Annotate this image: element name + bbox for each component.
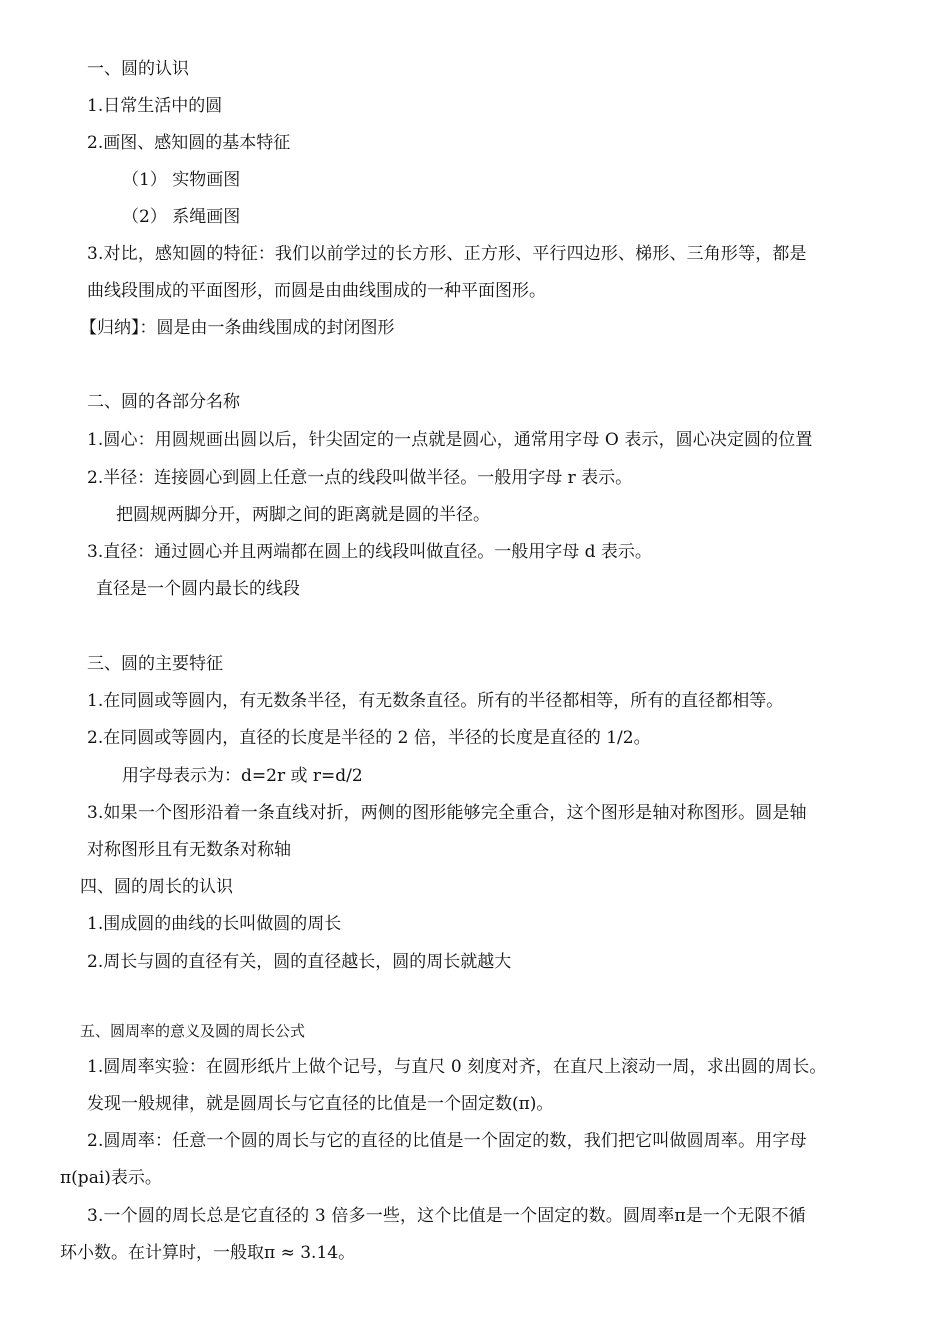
section-heading: 三、圆的主要特征 <box>87 654 223 674</box>
section-heading: 四、圆的周长的认识 <box>80 877 233 897</box>
list-item: 2.圆周率：任意一个圆的周长与它的直径的比值是一个固定的数，我们把它叫做圆周率。用字母 <box>87 1131 807 1151</box>
sub-item: （1） 实物画图 <box>122 170 241 190</box>
list-item: 1.圆周率实验：在圆形纸片上做个记号，与直尺 0 刻度对齐，在直尺上滚动一周，求出圆的周长。 <box>87 1057 827 1077</box>
list-item: 3.直径：通过圆心并且两端都在圆上的线段叫做直径。一般用字母 d 表示。 <box>87 542 652 562</box>
list-item: 2.在同圆或等圆内，直径的长度是半径的 2 倍，半径的长度是直径的 1/2。 <box>87 728 651 748</box>
list-item-continuation: 曲线段围成的平面图形，而圆是由曲线围成的一种平面图形。 <box>87 281 546 301</box>
list-item: 3.对比，感知圆的特征：我们以前学过的长方形、正方形、平行四边形、梯形、三角形等，都是 <box>87 244 807 264</box>
sub-item: （2） 系绳画图 <box>122 207 241 227</box>
list-item: 2.半径：连接圆心到圆上任意一点的线段叫做半径。一般用字母 r 表示。 <box>87 468 633 488</box>
list-item: 1.日常生活中的圆 <box>87 96 223 116</box>
list-item: 2.周长与圆的直径有关，圆的直径越长，圆的周长就越大 <box>87 952 512 972</box>
section-heading: 五、圆周率的意义及圆的周长公式 <box>80 1022 306 1040</box>
formula-note: 用字母表示为：d=2r 或 r=d/2 <box>122 766 363 786</box>
section-heading: 一、圆的认识 <box>87 59 189 79</box>
item-note: 把圆规两脚分开，两脚之间的距离就是圆的半径。 <box>116 505 490 525</box>
list-item: 1.围成圆的曲线的长叫做圆的周长 <box>87 914 342 934</box>
list-item: 2.画图、感知圆的基本特征 <box>87 133 291 153</box>
item-note: 直径是一个圆内最长的线段 <box>96 579 300 599</box>
list-item-continuation: 对称图形且有无数条对称轴 <box>87 840 291 860</box>
summary-note: 【归纳】：圆是由一条曲线围成的封闭图形 <box>80 318 395 338</box>
list-item: 1.圆心：用圆规画出圆以后，针尖固定的一点就是圆心，通常用字母 O 表示，圆心决定圆的位置 <box>87 430 813 450</box>
list-item-continuation: 环小数。在计算时，一般取π ≈ 3.14。 <box>60 1243 356 1263</box>
list-item: 1.在同圆或等圆内，有无数条半径，有无数条直径。所有的半径都相等，所有的直径都相等。 <box>87 691 784 711</box>
list-item: 3.一个圆的周长总是它直径的 3 倍多一些，这个比值是一个固定的数。圆周率π是一个无限不循 <box>87 1206 806 1226</box>
list-item-continuation: π(pai)表示。 <box>60 1168 162 1188</box>
list-item: 3.如果一个图形沿着一条直线对折，两侧的图形能够完全重合，这个图形是轴对称图形。圆是轴 <box>87 803 807 823</box>
section-heading: 二、圆的各部分名称 <box>87 392 240 412</box>
list-item-continuation: 发现一般规律，就是圆周长与它直径的比值是一个固定数(π)。 <box>87 1094 554 1114</box>
